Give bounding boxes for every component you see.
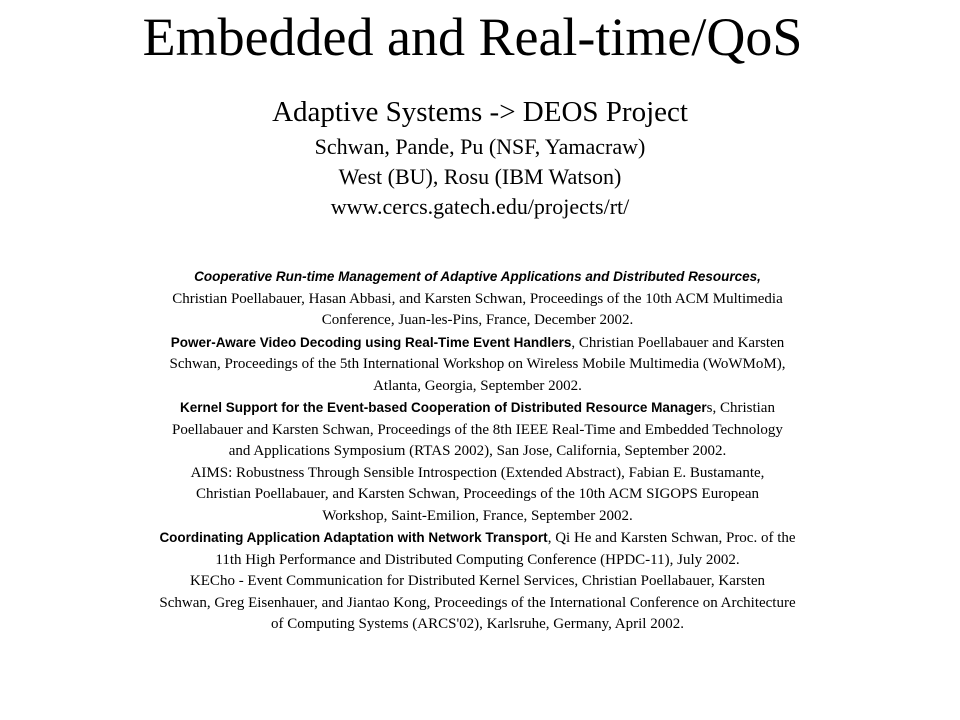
reference-detail-line: Poellabauer and Karsten Schwan, Proceedings of the 8th IEEE Real-Time and Embedded Technology xyxy=(172,421,783,438)
reference-title: Kernel Support for the Event-based Cooperation of Distributed Resource Manager xyxy=(180,400,707,415)
reference-title: Power-Aware Video Decoding using Real-Time Event Handlers xyxy=(170,334,572,350)
reference-item xyxy=(0,266,955,332)
people-line-1: Schwan, Pande, Pu (NSF, Yamacraw) xyxy=(314,134,646,159)
reference-detail-line: Atlanta, Georgia, September 2002. xyxy=(373,377,582,394)
reference-title-line xyxy=(0,332,955,355)
reference-detail-line: Christian Poellabauer, and Karsten Schwan, Proceedings of the 10th ACM SIGOPS European xyxy=(195,486,760,502)
reference-title-line xyxy=(0,266,955,289)
reference-item xyxy=(0,527,955,571)
reference-title: Coordinating Application Adaptation with Network Transport xyxy=(159,530,548,545)
reference-title-line xyxy=(0,527,955,550)
project-info xyxy=(0,92,960,222)
people-line-2: West (BU), Rosu (IBM Watson) xyxy=(338,164,622,189)
reference-detail-line: of Computing Systems (ARCS'02), Karlsruhe, Germany, April 2002. xyxy=(271,616,684,632)
reference-title: Cooperative Run-time Management of Adaptive Applications and Distributed Resources, xyxy=(194,269,761,284)
reference-detail-line: 11th High Performance and Distributed Computing Conference (HPDC-11), July 2002. xyxy=(215,551,740,568)
reference-item xyxy=(0,397,955,463)
reference-detail-line: and Applications Symposium (RTAS 2002), San Jose, California, September 2002. xyxy=(228,443,727,459)
reference-detail-line: Conference, Juan-les-Pins, France, December 2002. xyxy=(321,312,634,328)
slide-title: Embedded and Real-time/QoS xyxy=(142,7,803,67)
reference-author-start: , Qi He and Karsten Schwan, Proc. of the xyxy=(547,530,796,546)
reference-author-start: , Christian Poellabauer and Karsten xyxy=(571,334,785,351)
reference-title-line: KECho - Event Communication for Distributed Kernel Services, Christian Poellabauer, Karsten xyxy=(189,573,766,589)
reference-item xyxy=(0,463,955,528)
reference-title-line xyxy=(0,397,955,420)
reference-detail-line: Workshop, Saint-Emilion, France, September 2002. xyxy=(322,507,633,524)
reference-detail-line: Christian Poellabauer, Hasan Abbasi, and Karsten Schwan, Proceedings of the 10th ACM Multimedia xyxy=(172,290,783,307)
reference-item xyxy=(0,332,955,398)
project-url: www.cercs.gatech.edu/projects/rt/ xyxy=(330,194,630,219)
reference-detail-line: Schwan, Proceedings of the 5th International Workshop on Wireless Mobile Multimedia (WoWMoM), xyxy=(169,356,786,372)
reference-item xyxy=(0,571,955,636)
project-subtitle: Adaptive Systems -> DEOS Project xyxy=(272,96,688,128)
reference-list xyxy=(0,266,955,636)
reference-author-start: s, Christian xyxy=(706,400,775,416)
reference-title-line: AIMS: Robustness Through Sensible Introspection (Extended Abstract), Fabian E. Bustamante, xyxy=(190,464,765,481)
reference-detail-line: Schwan, Greg Eisenhauer, and Jiantao Kong, Proceedings of the International Conference on Architecture xyxy=(159,594,796,611)
